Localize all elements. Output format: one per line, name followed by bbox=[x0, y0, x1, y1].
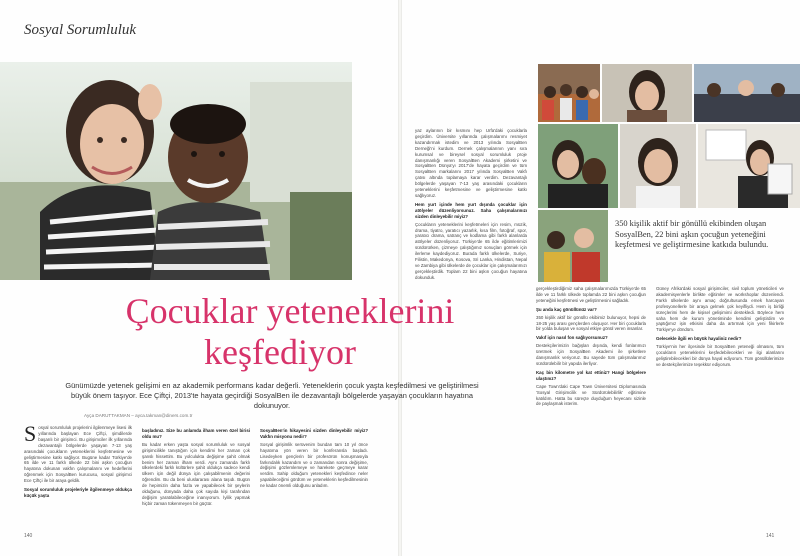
question-heading: Kaç bin kilometre yol kat ettiniz? Hangi bölgelere ulaştınız? bbox=[536, 369, 646, 381]
column-3 bbox=[260, 425, 368, 491]
answer-paragraph: Güney Afrika'daki sosyal girişimciler, sivil toplum yöneticileri ve akademisyenlerle birlikte eğitimler ve workshoplar düzenlendi. Farklı ülkelerde aynı amaç doğrultusunda emek harcayan profesyonellerle bir araya gelmek çok keyifliydi. Hem iş birliği süreçlerimi hem de kişisel gelişimimi destekledi. Böylece hem saha hem de kurum yönetiminde kendimi geliştirdim ve yaptığımız işin etkisini daha da artırmak için yeni fikirlerle Türkiye'ye döndüm. bbox=[656, 286, 784, 333]
photo-group-children bbox=[538, 64, 600, 122]
photo-woman-closeup bbox=[620, 124, 696, 208]
photo-woman-child-1 bbox=[538, 124, 618, 208]
column-4 bbox=[415, 128, 527, 283]
lead-paragraph: Sosyal sorumluluk projelerini ilgilenmeye lisesi ilk yıllarında başlayan Ece Çiftçi, şimdilerde başarılı bir girişimci. Bu girişimciler ilk yıllarında dezavantajlı bölgelerde yaşayan 7-13 yaş arasındaki çocukların yeteneklerini keşfetmesine ve geliştirmesine katkı sağlıyor. Bugüne kadar Türkiye'de 65 ilde ve 11 farklı ülkede 22 bini aşkın çocuğun hayatına dokunan vakfın çalışmalarını ve hedeflerini öğrenmek için SosyalBen kurucusu, sosyal girişimci Ece Çiftçi ile bir araya geldik. bbox=[24, 421, 132, 484]
headline-line-2: keşfediyor bbox=[204, 332, 356, 372]
answer-paragraph: Destekçilerimizin bağışları dışında, kendi fonlarımızı üretmek için SosyalBen Akademi ile şirketlere danışmanlık veriyoruz. Bu sayede tüm çalışmalarımız sürdürülebilir bir yapıda ilerliyor. bbox=[536, 343, 646, 366]
headline-line-1: Çocuklar yeteneklerini bbox=[125, 291, 455, 331]
photo-spacer bbox=[610, 210, 612, 212]
article-deck: Günümüzde yetenek gelişimi en az akademik performans kadar değerli. Yeteneklerin çocuk yaşta keşfedilmesi ve geliştirilmesi büyük önem taşıyor. Ece Çiftçi, 2013'te hayata geçirdiği SosyalBen ile dezavantajlı bölgelerde yaşayan çocukların hayatına dokunuyor. bbox=[65, 381, 479, 410]
answer-paragraph: Türkiye'nin her ilçesinde bir SosyalBen yeteneği olmasını, tüm çocukların yeteneklerini keşfedebilecekleri ve ilgi alanlarını geliştirebilecekleri bir dünya hayal ediyorum. Tüm gönüllülerimize ve destekçilerimize teşekkür ediyorum. bbox=[656, 344, 784, 367]
question-heading: SosyalBen'in hikayesini sizden dinleyebilir miyiz? Vakfın misyonu nedir? bbox=[260, 428, 368, 439]
answer-paragraph: Bu kadar erken yaşta sosyal sorumluluk ve sosyal girişimcilikle tanıştığım için kendimi her zaman çok şanslı hissettim. Bu yolculukta değişime şahit olmak benim her zaman ilham verdi. Aynı zamanda farklı ülkelerdeki farklı kültürlere şahit oldukça sadece kendi ülkem için değil dünya için çalışabilmenin değerini öğrendim. Bu da beni uluslararası alana taşıdı. Bugün de hepimizin daha fazla ve yapabilecek bir şeylerin olduğunu, dünyada daha çok sayıda kişi tarafından değişim yaratılabileceğine inanıyorum. İyilik yapmak hiçbir zaman tükenmeyen bir güçtür. bbox=[142, 441, 250, 506]
spine-gutter bbox=[398, 0, 402, 556]
answer-paragraph: Çocukların yeteneklerini keşfetmeleri için resim, müzik, drama, tiyatro, yaratıcı yazarlık, kısa film, fotoğraf, spor, yaratıcı drama, satranç ve kodlama gibi farklı alanlarda atölyeler düzenliyoruz. Türkiye'de 65 ilde eğitimlerimizi sürdürürken, çizmeye çalıştığımız sonuçları görmek için ilerleme kaydediyoruz. Burada farklı ülkelerde, Suriye, Filistin, Makedonya, Kosova, Sri Lanka, Hindistan, Nepal ve Zambiya gibi ülkelerde de çocuklar için çalışmalarımızı gerçekleştirdik. Toplam 22 bini aşkın çocuğun hayatına dokunduk. bbox=[415, 221, 528, 280]
pull-quote: 350 kişilik aktif bir gönüllü ekibinden oluşan SosyalBen, 22 bini aşkın çocuğun yeteneğini keşfetmesi ve geliştirmesine katkıda bulundu. bbox=[615, 219, 769, 249]
answer-paragraph: Cape Town'daki Cape Town Üniversitesi Diplomasında 'Sosyal Girişimcilik ve Sürdürülebilirlik' eğitimine katıldım. Hatta bu süreçte duyduğum heyecanı sizinle de paylaşmak isterim. bbox=[536, 383, 646, 407]
photo-children-uniform bbox=[694, 64, 800, 122]
question-heading: Gelecekle ilgili en büyük hayaliniz nedir? bbox=[656, 336, 742, 342]
answer-paragraph: gerçekleştirdiğimiz saha çalışmalarımızda Türkiye'de 65 ilde ve 11 farklı ülkede toplamda 22 bini aşkın çocuğun yeteneğini keşfetmesi ve geliştirmesini sağladık. bbox=[536, 286, 646, 303]
photo-woman-certificate bbox=[698, 124, 800, 208]
question-heading: Sosyal sorumluluk projeleriyle ilgilenmeye oldukça küçük yaşta bbox=[24, 487, 132, 498]
question-heading: Şu anda kaç gönüllünüz var? bbox=[536, 306, 597, 312]
question-heading: Hem yurt içinde hem yurt dışında çocuklar için atölyeler düzenliyorsunuz. Saha çalışmalarınızı sizden dinleyebilir miyiz? bbox=[415, 201, 527, 219]
answer-paragraph: Sosyal girişimlik serüvenim bundan tam 10 yıl önce hayatıma yön veren bir konferansla başladı. Lisedeyken gençlerin bir profesörün konuşmasıyla farkındalık kazandım ve o zamandan sonra değişime, değişimi gözlemlemeye ve harekete geçmeye karar verdim. Sahip olduğum yetenekleri keşfedince neler yapabileceğimi gördüm ve yeteneklerin keşfedilmesinin ne kadar önemli olduğunu anladım. bbox=[260, 441, 368, 489]
byline: Ayça DARUTTAKMAN – ayca.takman@diners.com.tr bbox=[84, 413, 193, 418]
column-1 bbox=[24, 421, 132, 501]
answer-paragraph: 350 kişilik aktif bir gönüllü ekibimiz bulunuyor, hepsi de 18-25 yaş arası gençlerden oluşuyor. Her biri çocuklarla bir yolda buluşan ve sosyal etkiye gönül veren insanlar. bbox=[536, 314, 646, 332]
question-heading: Vakıf için nasıl fon sağlıyorsunuz? bbox=[536, 335, 608, 341]
answer-paragraph: yaz aylarının bir kısmını hep Urfa'daki çocuklarla geçirdim. Üniversite yıllarında çalışmalarımı resmiyet kazandırmak istedim ve 2013 yılında SosyalBen Derneği'ni kurdum. Dernek çalışmalarının yanı sıra kurumsal ve bireysel sosyal sorumluluk proje danışmanlığı veren SosyalBen Akademi şirketini ve SosyalBen Dünya'yı 2017'de hayata geçirdim ve tüm SosyalBen markalarını 2017 yılında SosyalBen Vakfı çatısı altında toplamaya karar verdim. Dezavantajlı bölgelerde yaşayan 7-13 yaş arasındaki çocukların yeteneklerini keşfetmesine ve geliştirmesine katkı sağlıyoruz. bbox=[415, 128, 527, 198]
question-heading: başladınız. Size bu anlamda ilham veren özel birisi oldu mu? bbox=[142, 428, 250, 439]
photo-girl-smiling bbox=[602, 64, 692, 122]
drop-cap: S bbox=[24, 421, 37, 446]
page-number-right: 141 bbox=[766, 533, 775, 539]
section-title: Sosyal Sorumluluk bbox=[24, 22, 137, 38]
page-number-left: 140 bbox=[24, 533, 33, 539]
column-2 bbox=[142, 425, 250, 509]
photo-children-group-2 bbox=[538, 210, 608, 282]
column-5 bbox=[536, 286, 646, 409]
main-photo bbox=[0, 62, 352, 280]
column-6 bbox=[656, 286, 784, 370]
